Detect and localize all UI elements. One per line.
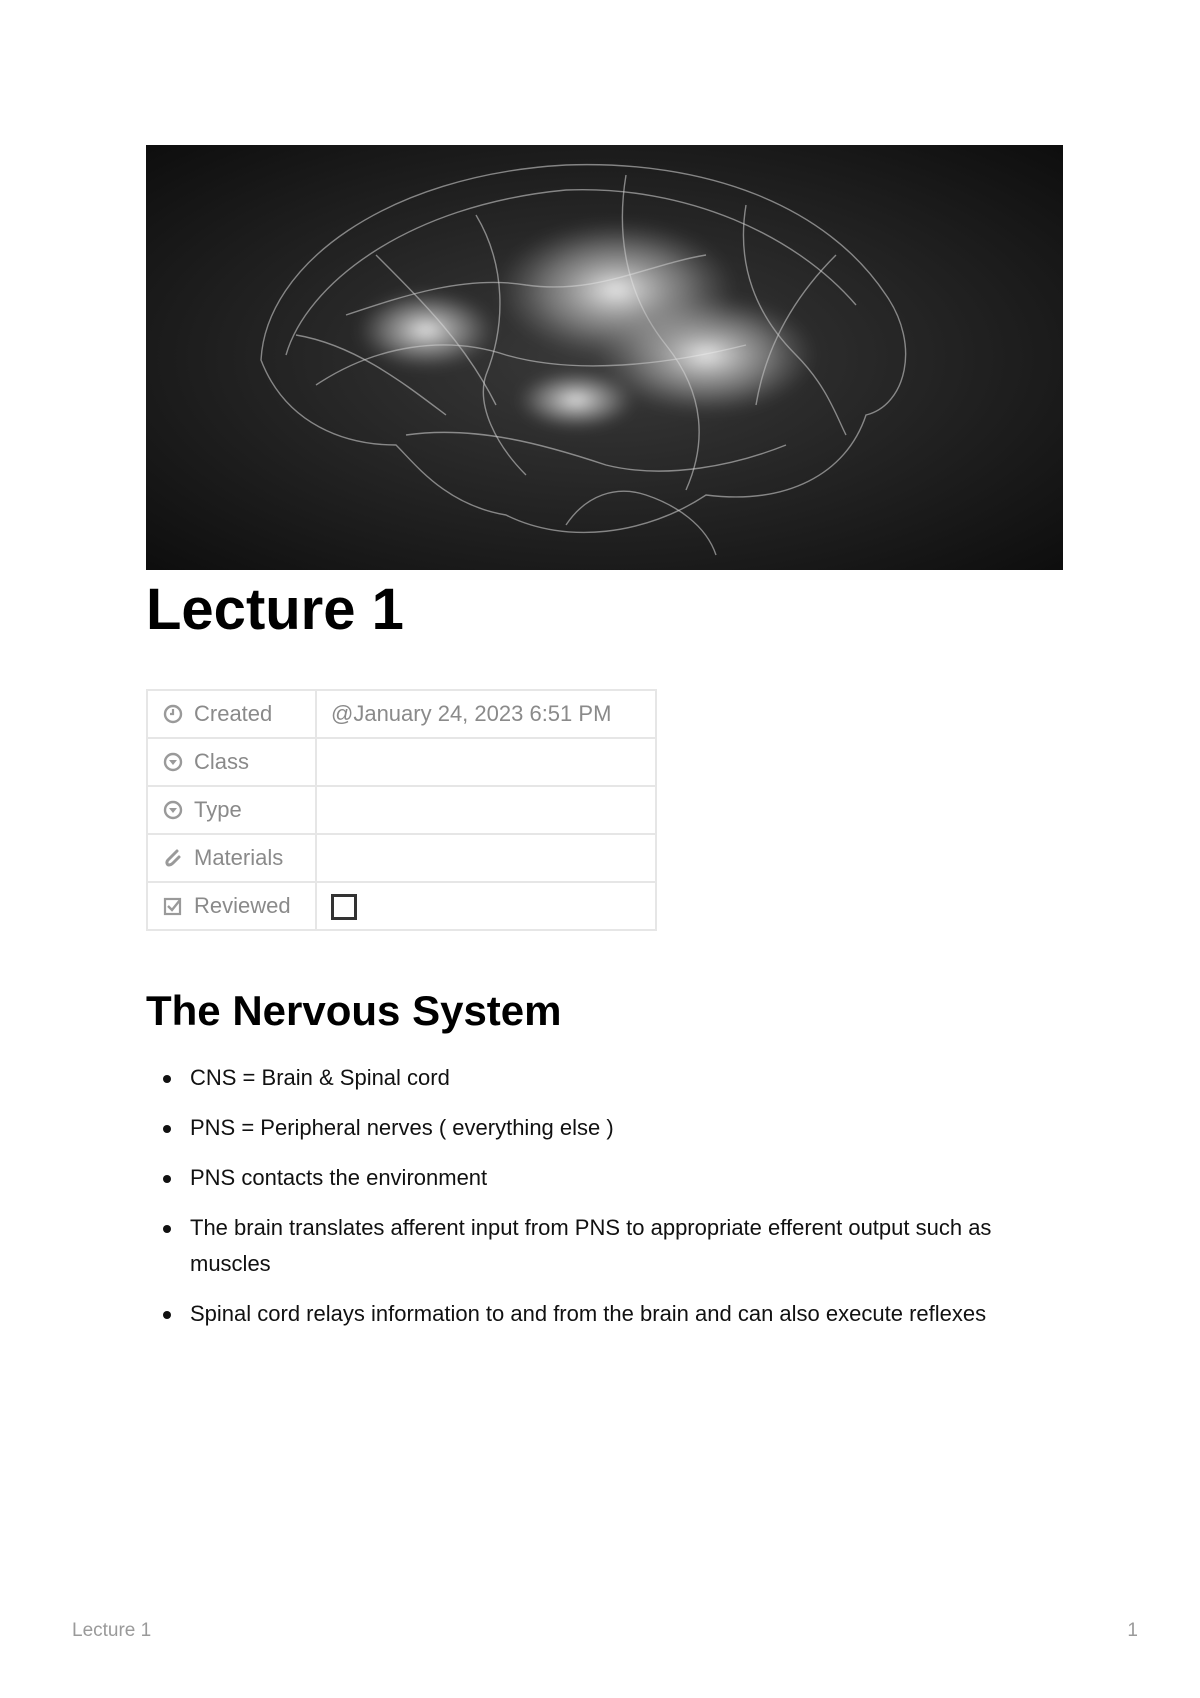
created-value[interactable]: @January 24, 2023 6:51 PM [316,690,656,738]
property-row-class [147,738,656,786]
list-item: CNS = Brain & Spinal cord [146,1060,1066,1096]
properties-table [146,689,657,931]
list-item: Spinal cord relays information to and from the brain and can also execute reflexes [146,1296,1066,1332]
property-row-materials [147,834,656,882]
property-row-type [147,786,656,834]
list-item: The brain translates afferent input from PNS to appropriate efferent output such as muscles [146,1210,1066,1282]
property-label: Created [194,701,273,726]
cover-image [146,145,1063,570]
reviewed-checkbox[interactable] [331,894,357,920]
list-item: PNS = Peripheral nerves ( everything else ) [146,1110,1066,1146]
property-label: Type [194,797,242,822]
footer-page-number: 1 [1127,1620,1138,1641]
property-row-reviewed [147,882,656,930]
property-label: Class [194,749,250,774]
bullet-list [146,1060,1066,1346]
materials-value[interactable] [316,834,656,882]
property-row-created [147,690,656,738]
footer-doc-name: Lecture 1 [72,1620,152,1641]
select-icon [162,751,184,773]
class-value[interactable] [316,738,656,786]
brain-image [146,145,1063,570]
clock-icon [162,703,184,725]
property-label: Reviewed [194,893,291,918]
list-item: PNS contacts the environment [146,1160,1066,1196]
paperclip-icon [162,847,184,869]
type-value[interactable] [316,786,656,834]
checkbox-icon [162,895,184,917]
property-label: Materials [194,845,284,870]
page-title: Lecture 1 [146,577,404,642]
select-icon [162,799,184,821]
section-heading: The Nervous System [146,987,562,1034]
